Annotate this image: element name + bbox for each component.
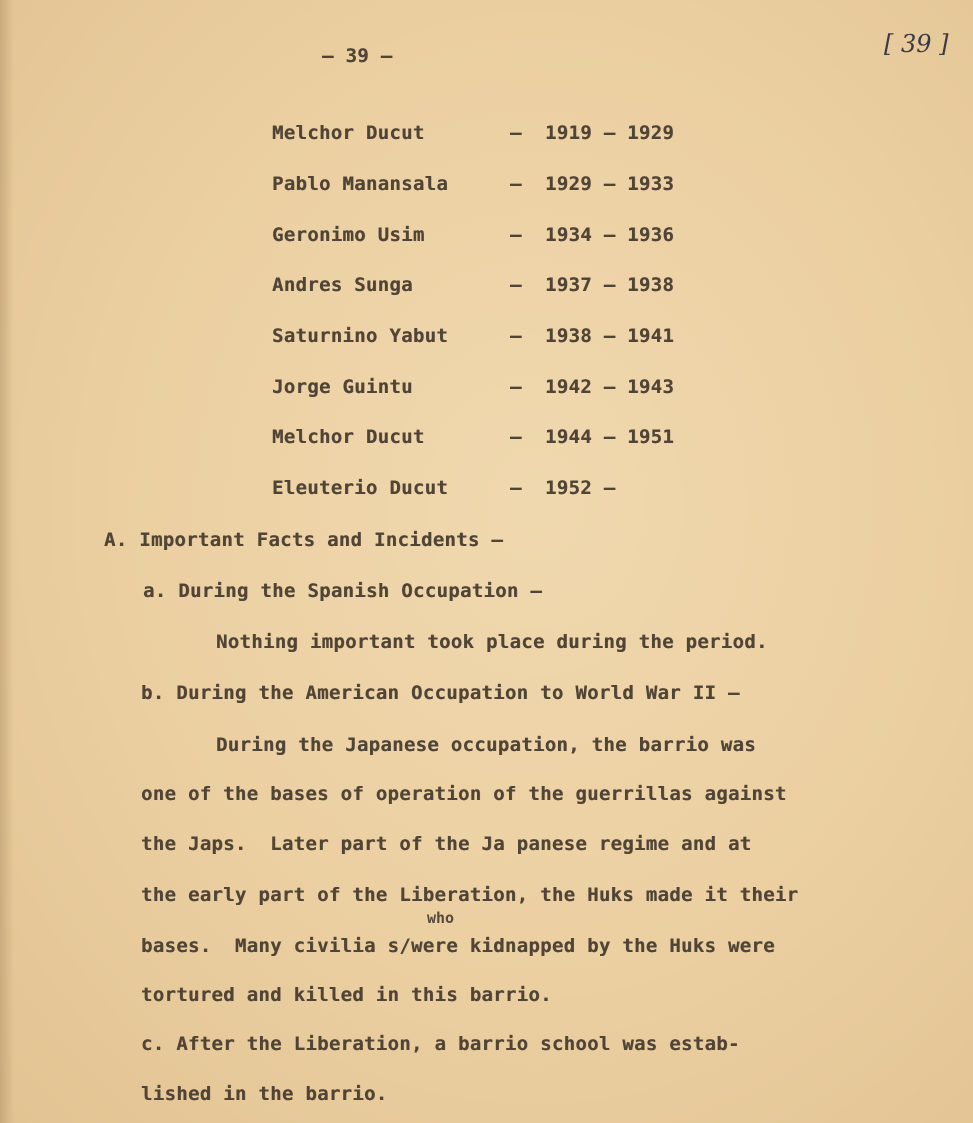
tenure-dash: — (510, 122, 522, 144)
tenure-name: Geronimo Usim (272, 224, 425, 246)
tenure-name: Jorge Guintu (272, 376, 413, 398)
tenure-years: 1952 — (545, 477, 616, 499)
tenure-name: Andres Sunga (272, 274, 413, 296)
subsection-a-heading: a. During the Spanish Occupation — (143, 580, 543, 602)
tenure-years: 1929 — 1933 (545, 173, 675, 195)
paragraph-line: tortured and killed in this barrio. (141, 984, 552, 1006)
subsection-c-line: lished in the barrio. (141, 1083, 388, 1105)
subsection-a-body: Nothing important took place during the period. (216, 631, 768, 653)
tenure-years: 1919 — 1929 (545, 122, 675, 144)
tenure-dash: — (510, 274, 522, 296)
tenure-dash: — (510, 325, 522, 347)
tenure-name: Eleuterio Ducut (272, 477, 449, 499)
tenure-name: Melchor Ducut (272, 122, 425, 144)
paragraph-line: the Japs. Later part of the Ja panese regime and at (141, 833, 752, 855)
tenure-dash: — (510, 376, 522, 398)
tenure-name: Saturnino Yabut (272, 325, 449, 347)
tenure-name: Melchor Ducut (272, 426, 425, 448)
page-edge-shadow (0, 0, 14, 1123)
paragraph-line: During the Japanese occupation, the barrio was (216, 734, 756, 756)
tenure-years: 1938 — 1941 (545, 325, 675, 347)
tenure-dash: — (510, 477, 522, 499)
subsection-c-line: c. After the Liberation, a barrio school was estab- (141, 1033, 740, 1055)
tenure-dash: — (510, 224, 522, 246)
paragraph-line: the early part of the Liberation, the Huks made it their (141, 884, 799, 906)
tenure-years: 1942 — 1943 (545, 376, 675, 398)
paragraph-line: bases. Many civilia s/were kidnapped by the Huks were (141, 935, 775, 957)
tenure-dash: — (510, 173, 522, 195)
tenure-years: 1937 — 1938 (545, 274, 675, 296)
typed-page-number: — 39 — (322, 45, 393, 67)
tenure-years: 1944 — 1951 (545, 426, 675, 448)
tenure-name: Pablo Manansala (272, 173, 449, 195)
subsection-b-heading: b. During the American Occupation to World War II — (141, 682, 740, 704)
paragraph-line: one of the bases of operation of the guerrillas against (141, 783, 787, 805)
handwritten-page-number: [ 39 ] (884, 30, 949, 58)
section-heading: A. Important Facts and Incidents — (104, 529, 504, 551)
typed-insertion: who (427, 909, 455, 927)
tenure-years: 1934 — 1936 (545, 224, 675, 246)
tenure-dash: — (510, 426, 522, 448)
